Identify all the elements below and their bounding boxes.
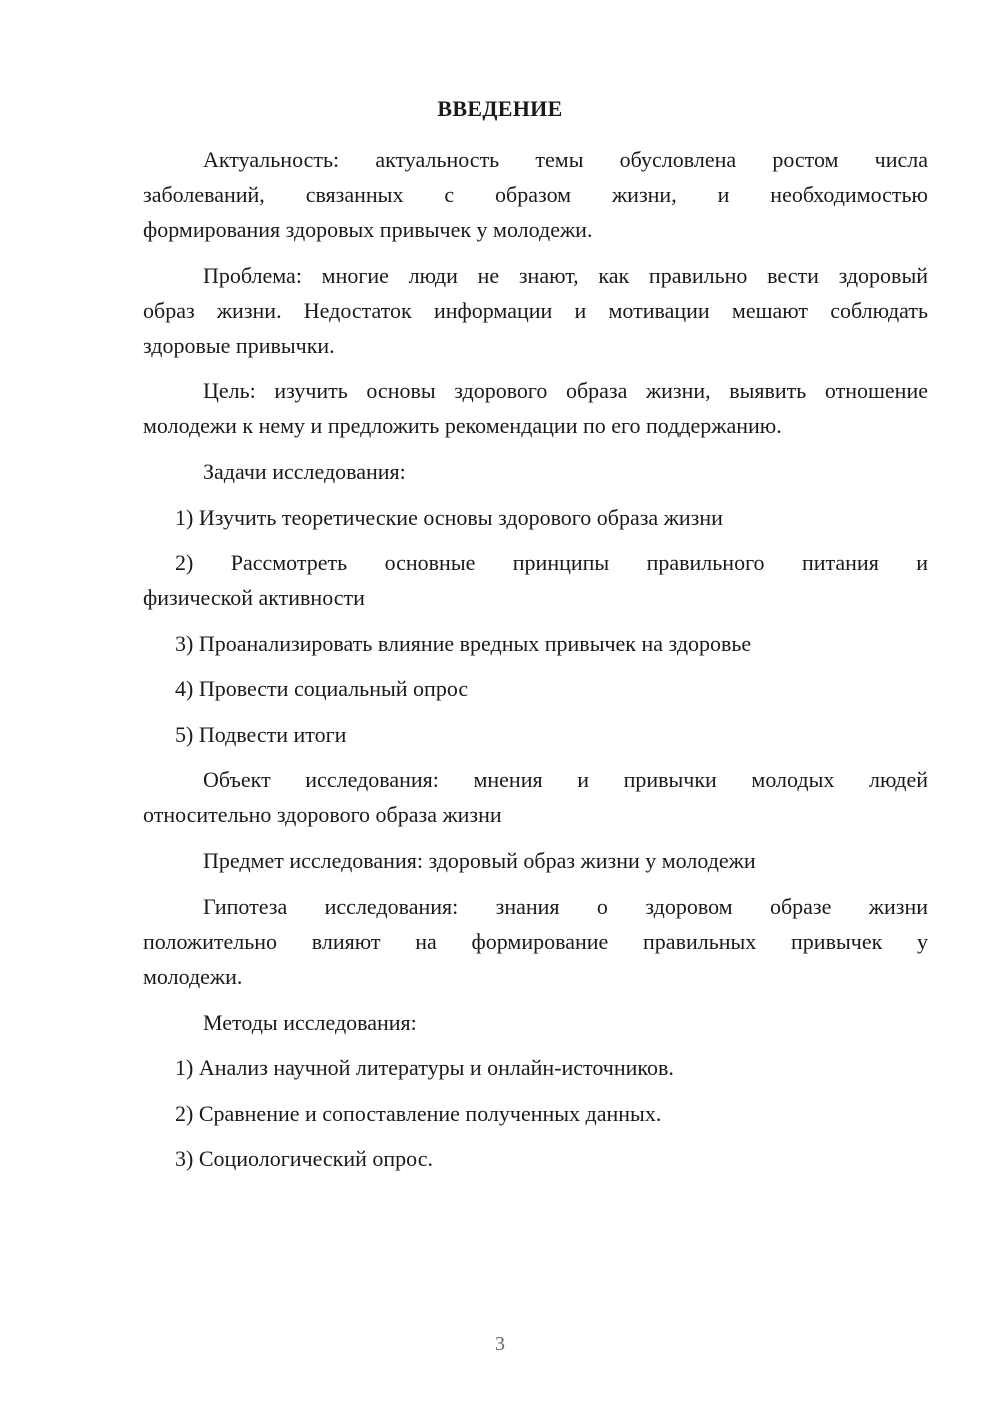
- task-item-2-line-2: физической активности: [143, 585, 365, 610]
- task-item-2-line-1: 2) Рассмотреть основные принципы правильного питания и: [175, 550, 928, 575]
- hypothesis-line-1: Гипотеза исследования: знания о здоровом образе жизни: [203, 894, 928, 919]
- method-item-2: 2) Сравнение и сопоставление полученных данных.: [175, 1101, 662, 1126]
- method-item-3: 3) Социологический опрос.: [175, 1146, 433, 1171]
- relevance-line-1: Актуальность: актуальность темы обусловлена ростом числа: [203, 147, 928, 172]
- hypothesis-line-3: молодежи.: [143, 964, 243, 989]
- methods-heading: Методы исследования:: [203, 1010, 417, 1035]
- relevance-line-2: заболеваний, связанных с образом жизни, и необходимостью: [143, 182, 928, 207]
- goal-line-1: Цель: изучить основы здорового образа жизни, выявить отношение: [203, 378, 928, 403]
- task-item-1: 1) Изучить теоретические основы здорового образа жизни: [175, 505, 723, 530]
- task-item-5: 5) Подвести итоги: [175, 722, 347, 747]
- object-line-2: относительно здорового образа жизни: [143, 802, 502, 827]
- task-item-4: 4) Провести социальный опрос: [175, 676, 469, 701]
- tasks-heading: Задачи исследования:: [203, 459, 406, 484]
- page-title: ВВЕДЕНИЕ: [437, 96, 563, 121]
- object-line-1: Объект исследования: мнения и привычки молодых людей: [203, 767, 928, 792]
- subject-line: Предмет исследования: здоровый образ жизни у молодежи: [203, 848, 756, 873]
- task-item-3: 3) Проанализировать влияние вредных привычек на здоровье: [175, 631, 752, 656]
- page-number: 3: [495, 1333, 505, 1355]
- problem-line-3: здоровые привычки.: [143, 333, 335, 358]
- goal-line-2: молодежи к нему и предложить рекомендации по его поддержанию.: [143, 413, 782, 438]
- problem-line-2: образ жизни. Недостаток информации и мотивации мешают соблюдать: [143, 298, 928, 323]
- hypothesis-line-2: положительно влияют на формирование правильных привычек у: [143, 929, 928, 954]
- relevance-line-3: формирования здоровых привычек у молодежи.: [143, 217, 593, 242]
- method-item-1: 1) Анализ научной литературы и онлайн-источников.: [175, 1055, 674, 1080]
- problem-line-1: Проблема: многие люди не знают, как правильно вести здоровый: [203, 263, 928, 288]
